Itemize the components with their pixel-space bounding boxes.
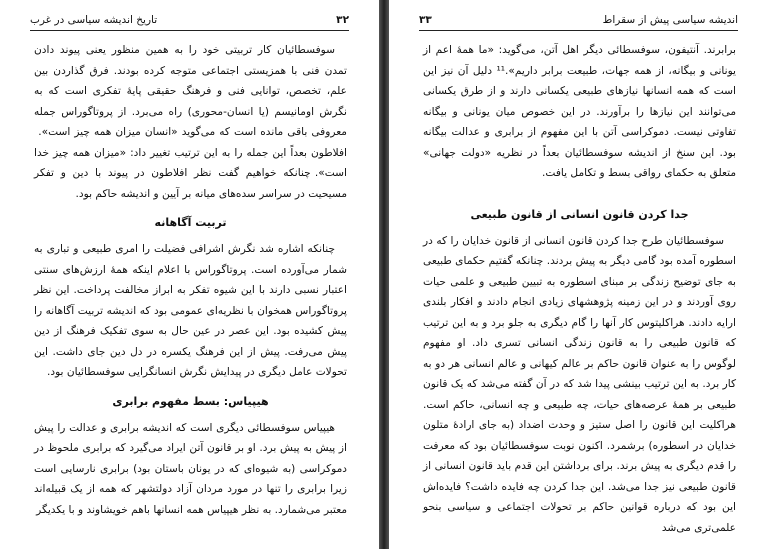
right-running-title: اندیشه سیاسی پیش از سقراط: [602, 14, 738, 26]
left-page: [0, 0, 379, 549]
right-page-body: [423, 40, 736, 538]
paragraph: چنانکه اشاره شد نگرش اشرافی فضیلت را امری طبیعی و تباری به شمار می‌آورده است. پروتاگوراس با اعلام اینکه همهٔ ارزش‌های سنتی اعتبار نسبی دارند با این شیوه تفکر به ابراز مخالفت پرداخت. این نظر پروتاگوراس همخوان با نظریه‌ای عمومی بود که اندیشه تربیت آگاهانه را پیش کشیده بود. این عصر در عین حال به سوی تفکیک فرهنگ از دین پیش می‌رفت. پیش از این فرهنگ یکسره در دل دین جای داشت. این تحولات عامل دیگری در پیدایش نگرش انسانگرایی سوفسطائیان بود.: [34, 243, 347, 378]
paragraph: هیپیاس سوفسطائی دیگری است که اندیشه برابری و عدالت را پیش از پیش به پیش برد. او بر قانون آتن ایراد می‌گیرد که برابری ملحوظ در دموکراسی (به شیوه‌ای که در یونان باستان بود) برابری نارسایی است زیرا برابری را تنها در مورد مردان آزاد دولتشهر که همه از یک قبیله‌اند معتبر می‌شمارد. به نظر هیپیاس همه انسانها باهم خویشاوند و با یکدیگر: [34, 421, 347, 516]
left-page-header: [30, 12, 349, 31]
left-page-body: [34, 40, 347, 520]
book-gutter: [379, 0, 389, 549]
left-page-number: ۳۲: [336, 14, 349, 26]
paragraph: سوفسطائیان کار تربیتی خود را به همین منظور یعنی پیوند دادن تمدن فنی با همزیستی اجتماعی متوجه کرده بودند. فرق گذاردن بین علم، تخصص، توانایی فنی و فرهنگ حقیقی پایهٔ تفکری است که به نگرش اومانیسم (یا انسان-محوری) راه می‌برد. از پروتاگوراس جمله معروفی باقی مانده است که می‌گوید «انسان میزان همه چیز است». افلاطون بعداً این جمله را به این ترتیب تغییر داد: «میزان همه چیز خدا است». چنانکه خواهیم گفت نظر افلاطون در پیوند با دین و تفکر مسیحیت در سراسر سده‌های میانه بر آیین و اندیشه حاکم بود.: [34, 44, 347, 200]
right-page-number: ۳۳: [419, 14, 432, 26]
section-heading: جدا کردن قانون انسانی از قانون طبیعی: [470, 207, 689, 221]
section-heading: هیپیاس: بسط مفهوم برابری: [112, 394, 269, 408]
right-page-header: [419, 12, 738, 31]
paragraph: سوفسطائیان طرح جدا کردن قانون انسانی از قانون خدایان را که در اسطوره آمده بود گامی دیگر به پیش بردند. چنانکه گفتیم حکمای طبیعی به جای توضیح زندگی بر مبنای اسطوره به تبیین طبیعی و علمی حیات روی آوردند و در این زمینه پژوهشهای زیادی انجام دادند و افکار بلندی ارایه دادند. هراکلیتوس کار آنها را گام دیگری به جلو برد و به این ترتیب که قانون طبیعی را به قانون زندگی انسانی تسری داد. او مفهوم لوگوس را به عنوان قانون حاکم بر عالم کیهانی و عالم انسانی هر دو به کار برد. به این ترتیب بینشی پیدا شد که در آن گفته می‌شد که یک قانون طبیعی بر همهٔ عرصه‌های حیات، چه طبیعی و چه انسانی، حاکم است. هراکلیت این قانون را اصل ستیز و وحدت اضداد (به جای ارادهٔ متلون خدایان در اسطوره) برشمرد. اکنون نوبت سوفسطائیان بود که معرفت را قدم دیگری به پیش برند. برای برداشتن این قدم باید قانون انسانی از قانون طبیعی نیز جدا می‌شد. این جدا کردن چه فایده داشت؟ فایده‌اش این بود که درباره قوانین حاکم بر تحولات اجتماعی و سیاسی بنحو علمی‌تری می‌شد: [423, 234, 736, 534]
left-running-title: تاریخ اندیشه سیاسی در غرب: [30, 14, 158, 26]
paragraph: برابرند. آنتیفون، سوفسطائی دیگر اهل آتن، می‌گوید: «ما همهٔ اعم از یونانی و بیگانه، از همه جهات، طبیعت برابر داریم».¹¹ دلیل آن نیز این است که همه انسانها نیازهای طبیعی یکسانی دارند و از طرق یکسانی می‌توانند این نیازها را برآورند. در این خصوص میان یونانی و بیگانه تفاوتی نیست. دموکراسی آتن با این مفهوم از برابری و عدالت بیگانه بود. این سنخ از اندیشه سوفسطائیان بعداً در نظریه «دولت جهانی» متعلق به حکمای رواقی بسط و تکامل یافت.: [423, 44, 736, 179]
right-page: [389, 0, 768, 549]
section-heading: تربیت آگاهانه: [154, 216, 227, 229]
